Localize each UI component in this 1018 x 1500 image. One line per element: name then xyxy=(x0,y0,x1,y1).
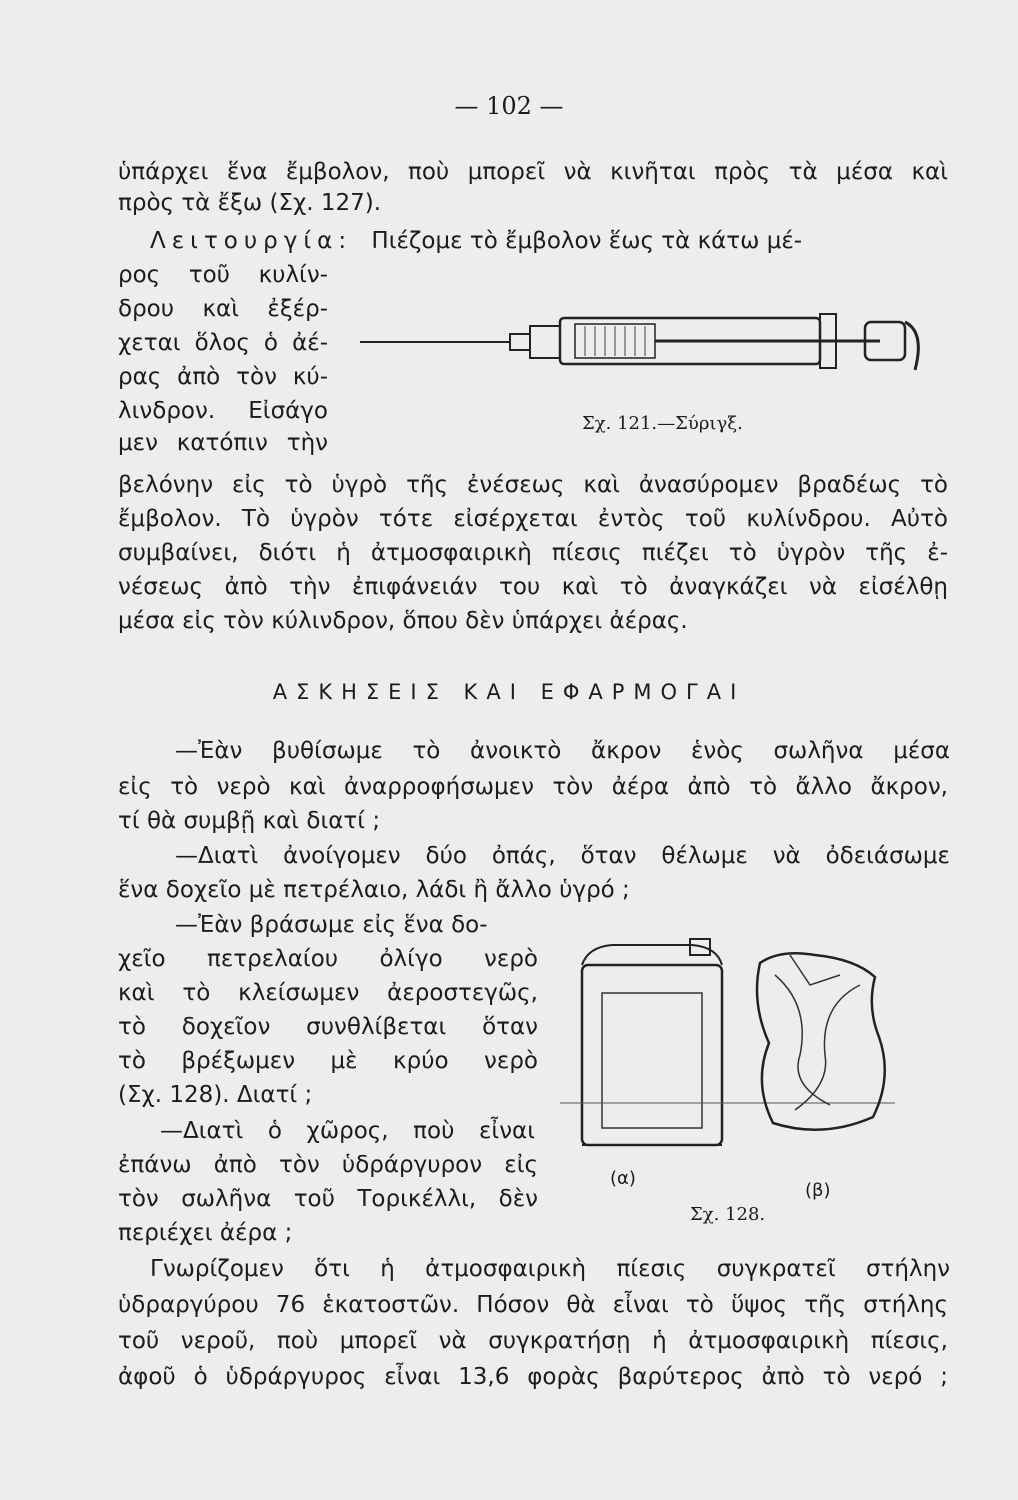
syringe-figure xyxy=(360,300,940,380)
text-line: βελόνην εἰς τὸ ὑγρὸ τῆς ἐνέσεως καὶ ἀνασύρομεν βραδέως τὸ xyxy=(118,472,948,498)
text-line: ὑπάρχει ἕνα ἔμβολον, ποὺ μπορεῖ νὰ κινῆται πρὸς τὰ μέσα καὶ xyxy=(118,159,948,185)
exercise-line: —Ἐὰν βυθίσωμε τὸ ἀνοικτὸ ἄκρον ἑνὸς σωλῆνα μέσα xyxy=(175,738,950,764)
exercise-line: χεῖο πετρελαίου ὀλίγο νερὸ xyxy=(118,946,538,972)
exercise-line: τὸ βρέξωμεν μὲ κρύο νερὸ xyxy=(118,1048,538,1074)
exercise-line: —Ἐὰν βράσωμε εἰς ἕνα δο- xyxy=(175,912,488,938)
exercise-line: ἕνα δοχεῖο μὲ πετρέλαιο, λάδι ἢ ἄλλο ὑγρό ; xyxy=(118,877,630,903)
text-line: πρὸς τὰ ἔξω (Σχ. 127). xyxy=(118,190,382,216)
text-line: ρος τοῦ κυλίν- xyxy=(118,262,328,288)
section-heading: ΑΣΚΗΣΕΙΣ ΚΑΙ ΕΦΑΡΜΟΓΑΙ xyxy=(272,680,746,704)
operation-first-text: Πιέζομε τὸ ἔμβολον ἕως τὰ κάτω μέ- xyxy=(371,228,803,254)
text-line: μεν κατόπιν τὴν xyxy=(118,430,328,456)
text-line: λινδρον. Εἰσάγο xyxy=(118,398,328,424)
text-line: Γνωρίζομεν ὅτι ἡ ἀτμοσφαιρικὴ πίεσις συγκρατεῖ στήλην xyxy=(150,1256,950,1282)
text-line: δρου καὶ ἐξέρ- xyxy=(118,296,328,322)
figure-128-caption: Σχ. 128. xyxy=(690,1204,766,1225)
figure-121-caption: Σχ. 121.—Σύριγξ. xyxy=(582,413,743,434)
text-line: συμβαίνει, διότι ἡ ἀτμοσφαιρικὴ πίεσις πιέζει τὸ ὑγρὸν τῆς ἐ- xyxy=(118,540,948,566)
figure-128-cans xyxy=(560,935,900,1165)
operation-label: Λειτουργία: xyxy=(150,228,353,254)
text-line: ρας ἀπὸ τὸν κύ- xyxy=(118,364,328,390)
exercise-line: εἰς τὸ νερὸ καὶ ἀναρροφήσωμεν τὸν ἀέρα ἀπὸ τὸ ἄλλο ἄκρον, xyxy=(118,774,948,800)
text-line: ἔμβολον. Τὸ ὑγρὸν τότε εἰσέρχεται ἐντὸς τοῦ κυλίνδρου. Αὐτὸ xyxy=(118,506,948,532)
exercise-line: τί θὰ συμβῇ καὶ διατί ; xyxy=(118,808,381,834)
page-number: — 102 — xyxy=(454,92,564,120)
exercise-line: —Διατὶ ὁ χῶρος, ποὺ εἶναι xyxy=(160,1118,535,1144)
exercise-line: καὶ τὸ κλείσωμεν ἀεροστεγῶς, xyxy=(118,980,538,1006)
operation-line xyxy=(150,226,950,256)
exercise-line: (Σχ. 128). Διατί ; xyxy=(118,1082,313,1108)
exercise-line: περιέχει ἀέρα ; xyxy=(118,1220,293,1246)
text-line: χεται ὅλος ὁ ἀέ- xyxy=(118,330,328,356)
figure-128-label-a: (α) xyxy=(610,1168,636,1189)
text-line: τοῦ νεροῦ, ποὺ μπορεῖ νὰ συγκρατήσῃ ἡ ἀτμοσφαιρικὴ πίεσις, xyxy=(118,1328,948,1354)
exercise-line: τὸ δοχεῖον συνθλίβεται ὅταν xyxy=(118,1014,538,1040)
text-line: νέσεως ἀπὸ τὴν ἐπιφάνειάν του καὶ τὸ ἀναγκάζει νὰ εἰσέλθῃ xyxy=(118,574,948,600)
exercise-line: τὸν σωλῆνα τοῦ Τορικέλλι, δὲν xyxy=(118,1186,538,1212)
text-line: ἀφοῦ ὁ ὑδράργυρος εἶναι 13,6 φορὰς βαρύτερος ἀπὸ τὸ νερό ; xyxy=(118,1364,948,1390)
figure-128-label-b: (β) xyxy=(805,1180,831,1201)
text-line: μέσα εἰς τὸν κύλινδρον, ὅπου δὲν ὑπάρχει ἀέρας. xyxy=(118,608,688,634)
exercise-line: —Διατὶ ἀνοίγομεν δύο ὀπάς, ὅταν θέλωμε νὰ ὀδειάσωμε xyxy=(175,843,950,869)
exercise-line: ἐπάνω ἀπὸ τὸν ὑδράργυρον εἰς xyxy=(118,1152,538,1178)
text-line: ὑδραργύρου 76 ἑκατοστῶν. Πόσον θὰ εἶναι τὸ ὕψος τῆς στήλης xyxy=(118,1292,948,1318)
